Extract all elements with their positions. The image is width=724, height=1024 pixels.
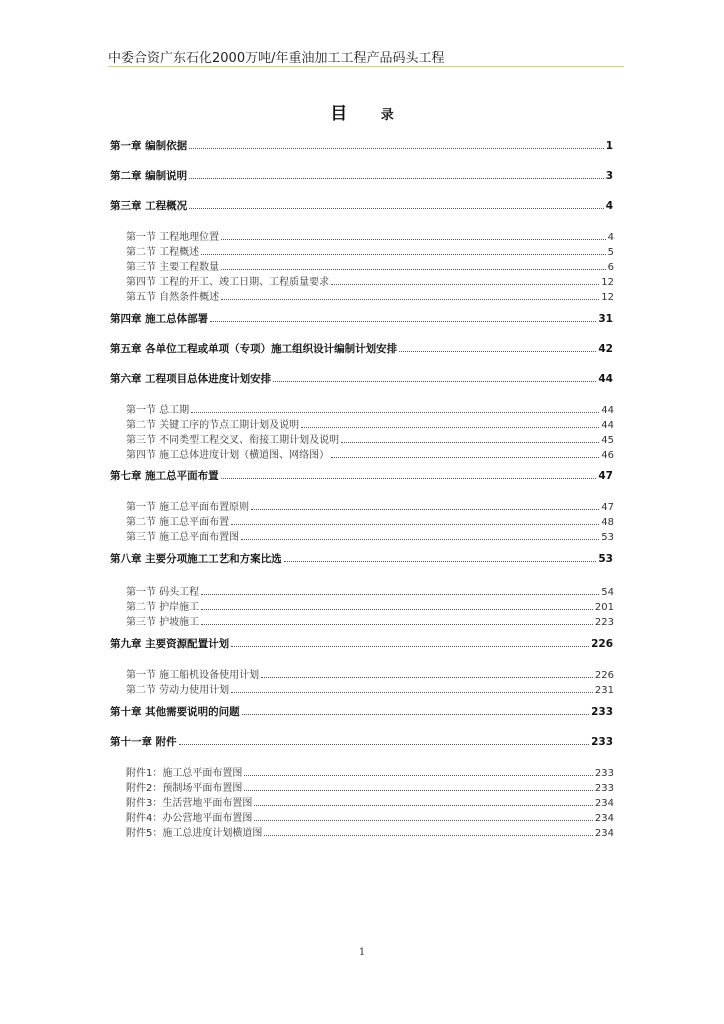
toc-entry-label: 第一节 工程地理位置 [126,232,220,243]
toc-section[interactable] [126,288,614,303]
toc-entry-page: 46 [601,450,614,461]
dot-leader [231,646,589,647]
toc-entry-label: 第八章 主要分项施工工艺和方案比选 [110,553,282,565]
toc-entry-label: 第二节 关键工序的节点工期计划及说明 [126,420,300,431]
toc-entry-page: 44 [601,420,614,431]
toc-entry-page: 226 [591,638,613,650]
toc-chapter-6[interactable] [110,371,613,386]
dot-leader [261,677,593,678]
toc-entry-label: 第四节 工程的开工、竣工日期、工程质量要求 [126,277,330,288]
toc-entry-label: 附件1：施工总平面布置图 [126,768,243,779]
dot-leader [301,427,599,428]
dot-leader [284,561,597,562]
toc-entry-page: 233 [591,736,613,748]
toc-entry-page: 45 [601,435,614,446]
toc-entry-page: 231 [594,685,614,696]
dot-leader [399,351,596,352]
toc-entry-page: 42 [598,343,613,355]
toc-entry-page: 1 [605,140,613,152]
dot-leader [201,609,593,610]
toc-appendix[interactable] [126,824,614,839]
toc-appendix[interactable] [126,809,614,824]
dot-leader [221,239,605,240]
dot-leader [221,478,597,479]
toc-entry-page: 223 [594,617,614,628]
toc-entry-label: 第一节 总工期 [126,405,190,416]
toc-entry-label: 附件4：办公营地平面布置图 [126,813,253,824]
toc-entry-label: 第二节 工程概述 [126,247,200,258]
toc-entry-page: 234 [594,798,614,809]
dot-leader [273,381,596,382]
toc-entry-page: 53 [601,532,614,543]
toc-chapter-10[interactable] [110,704,613,719]
toc-entry-label: 第一节 码头工程 [126,587,200,598]
toc-section[interactable] [126,681,614,696]
toc-entry-label: 第一节 施工总平面布置原则 [126,502,250,513]
toc-entry-label: 第一章 编制依据 [110,140,188,152]
toc-entry-page: 4 [605,200,613,212]
dot-leader [254,805,593,806]
toc-entry-label: 第三章 工程概况 [110,200,188,212]
toc-entry-page: 31 [598,313,613,325]
dot-leader [244,790,593,791]
dot-leader [221,299,599,300]
toc-entry-page: 233 [591,706,613,718]
toc-entry-label: 第二章 编制说明 [110,170,188,182]
toc-section[interactable] [126,528,614,543]
dot-leader [244,775,593,776]
dot-leader [341,442,599,443]
toc-section[interactable] [126,446,614,461]
toc-section[interactable] [126,401,614,416]
toc-section[interactable] [126,273,614,288]
toc-entry-page: 6 [607,262,614,273]
dot-leader [179,744,589,745]
dot-leader [189,178,604,179]
page-number: 1 [358,947,366,958]
toc-entry-page: 12 [601,277,614,288]
dot-leader [231,524,599,525]
toc-entry-label: 附件3：生活营地平面布置图 [126,798,253,809]
toc-chapter-7[interactable] [110,468,613,483]
toc-entry-page: 44 [598,373,613,385]
toc-entry-label: 附件5：施工总进度计划横道图 [126,828,263,839]
dot-leader [331,284,599,285]
toc-entry-label: 第六章 工程项目总体进度计划安排 [110,373,272,385]
toc-entry-page: 3 [605,170,613,182]
toc-chapter-3[interactable] [110,198,613,213]
dot-leader [242,714,589,715]
toc-entry-label: 第七章 施工总平面布置 [110,470,219,482]
toc-entry-label: 第四章 施工总体部署 [110,313,209,325]
toc-entry-page: 233 [594,783,614,794]
toc-chapter-4[interactable] [110,311,613,326]
toc-entry-page: 12 [601,292,614,303]
dot-leader [264,835,593,836]
toc-entry-label: 第三节 主要工程数量 [126,262,220,273]
toc-entry-page: 53 [598,553,613,565]
toc-entry-page: 47 [598,470,613,482]
toc-appendix[interactable] [126,779,614,794]
toc-entry-label: 第五章 各单位工程或单项（专项）施工组织设计编制计划安排 [110,343,398,355]
dot-leader [221,269,605,270]
toc-section[interactable] [126,431,614,446]
dot-leader [231,692,593,693]
toc-title-part1: 目 [330,104,348,124]
toc-entry-label: 第三节 不同类型工程交叉、衔接工期计划及说明 [126,435,340,446]
toc-entry-page: 201 [594,602,614,613]
toc-entry-label: 第二节 护岸施工 [126,602,200,613]
toc-entry-label: 附件2：预制场平面布置图 [126,783,243,794]
toc-chapter-9[interactable] [110,636,613,651]
toc-section[interactable] [126,258,614,273]
dot-leader [251,509,599,510]
toc-entry-label: 第二节 施工总平面布置 [126,517,230,528]
running-header: 中委合资广东石化2000万吨/年重油加工工程产品码头工程 [108,51,445,66]
toc-entry-page: 233 [594,768,614,779]
dot-leader [210,321,596,322]
toc-chapter-11[interactable] [110,734,613,749]
toc-entry-label: 第四节 施工总体进度计划（横道图、网络图） [126,450,330,461]
toc-entry-label: 第三节 护坡施工 [126,617,200,628]
toc-chapter-8[interactable] [110,551,613,566]
toc-section[interactable] [126,513,614,528]
toc-section[interactable] [126,228,614,243]
toc-section[interactable] [126,666,614,681]
toc-entry-label: 第一节 施工船机设备使用计划 [126,670,260,681]
toc-entry-page: 47 [601,502,614,513]
toc-chapter-5[interactable] [110,341,613,356]
toc-entry-label: 第十一章 附件 [110,736,177,748]
dot-leader [241,539,599,540]
toc-entry-page: 54 [601,587,614,598]
toc-entry-label: 第九章 主要资源配置计划 [110,638,230,650]
toc-chapter-2[interactable] [110,168,613,183]
toc-section[interactable] [126,243,614,258]
toc-entry-page: 44 [601,405,614,416]
toc-entry-page: 5 [607,247,614,258]
toc-section[interactable] [126,416,614,431]
toc-section[interactable] [126,613,614,628]
dot-leader [254,820,593,821]
dot-leader [201,624,593,625]
toc-entry-label: 第二节 劳动力使用计划 [126,685,230,696]
toc-entry-label: 第十章 其他需要说明的问题 [110,706,240,718]
dot-leader [191,412,599,413]
toc-entry-page: 234 [594,813,614,824]
toc-entry-page: 226 [594,670,614,681]
toc-entry-label: 第五节 自然条件概述 [126,292,220,303]
toc-entry-page: 234 [594,828,614,839]
toc-section[interactable] [126,598,614,613]
dot-leader [201,254,605,255]
toc-entry-page: 48 [601,517,614,528]
toc-chapter-1[interactable] [110,138,613,153]
toc-entry-page: 4 [607,232,614,243]
toc-entry-label: 第三节 施工总平面布置图 [126,532,240,543]
toc-appendix[interactable] [126,794,614,809]
dot-leader [189,148,604,149]
toc-section[interactable] [126,498,614,513]
dot-leader [189,208,604,209]
dot-leader [331,457,599,458]
toc-title-part2: 录 [380,108,394,123]
dot-leader [201,594,599,595]
toc-section[interactable] [126,583,614,598]
toc-appendix[interactable] [126,764,614,779]
